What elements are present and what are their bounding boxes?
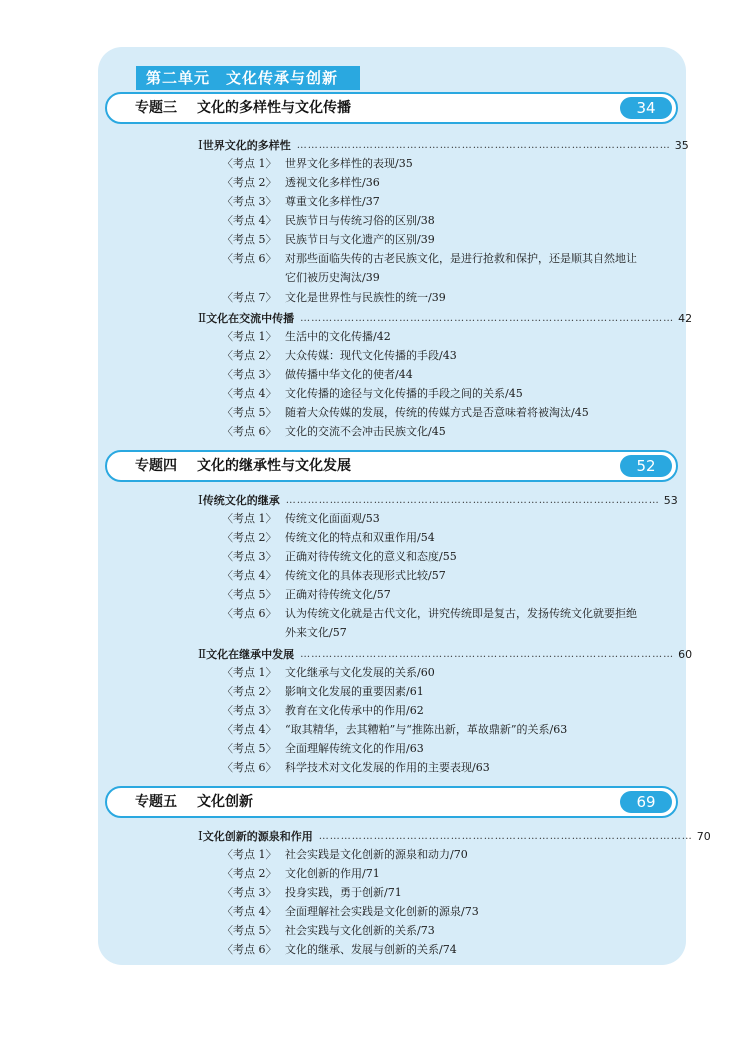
list-item[interactable] [222,548,642,567]
item-label: 〈考点 2〉 [222,176,277,189]
topic-number: 专题五 [135,794,177,810]
list-item[interactable] [222,846,642,865]
item-text: 世界文化多样性的表现/35 [285,157,413,170]
item-text: 正确对待传统文化的意义和态度/55 [285,550,457,563]
item-text: 文化的继承、发展与创新的关系/74 [285,943,457,956]
item-text: 文化的交流不会冲击民族文化/45 [285,425,446,438]
item-text: 全面理解社会实践是文化创新的源泉/73 [285,905,479,918]
list-item[interactable] [222,250,642,287]
item-text: 正确对待传统文化/57 [285,588,391,601]
item-text: 传统文化的具体表现形式比较/57 [285,569,446,582]
list-item[interactable] [222,586,642,605]
item-label: 〈考点 4〉 [222,905,277,918]
list-item[interactable] [222,884,642,903]
section-title: 文化在继承中发展 [206,648,295,661]
item-text: 透视文化多样性/36 [285,176,380,189]
item-label: 〈考点 2〉 [222,867,277,880]
list-item[interactable] [222,865,642,884]
topic-bar-4[interactable] [105,450,678,482]
topic-number: 专题三 [135,100,177,116]
topic-page-badge: 69 [620,791,672,813]
list-item[interactable] [222,664,642,683]
list-item[interactable] [222,404,642,423]
unit-title: 第二单元 文化传承与创新 [136,66,360,90]
section-number: Ⅰ [198,138,203,152]
section-number: Ⅰ [198,829,203,843]
topic-heading [135,94,351,122]
item-text: 民族节日与文化遗产的区别/39 [285,233,435,246]
item-label: 〈考点 5〉 [222,742,277,755]
item-label: 〈考点 3〉 [222,886,277,899]
topic-bar-3[interactable] [105,92,678,124]
item-label: 〈考点 6〉 [222,252,277,265]
item-label: 〈考点 1〉 [222,512,277,525]
item-label: 〈考点 4〉 [222,569,277,582]
item-label: 〈考点 3〉 [222,550,277,563]
item-text: 文化传播的途径与文化传播的手段之间的关系/45 [285,387,523,400]
section-row[interactable] [198,136,689,154]
topic-number: 专题四 [135,458,177,474]
item-label: 〈考点 1〉 [222,330,277,343]
list-item[interactable] [222,328,642,347]
dot-leader: ………………………………………………………………………………………… [318,830,693,842]
list-item[interactable] [222,174,642,193]
item-label: 〈考点 6〉 [222,943,277,956]
section-row[interactable] [198,491,678,509]
item-text: 影响文化发展的重要因素/61 [285,685,424,698]
list-item[interactable] [222,385,642,404]
item-label: 〈考点 6〉 [222,761,277,774]
item-text: 对那些面临失传的古老民族文化，是进行抢救和保护，还是顺其自然地让它们被历史淘汰/39 [285,252,637,284]
item-label: 〈考点 3〉 [222,368,277,381]
item-label: 〈考点 2〉 [222,349,277,362]
topic-page-badge: 52 [620,455,672,477]
item-text: 文化创新的作用/71 [285,867,380,880]
item-label: 〈考点 6〉 [222,425,277,438]
section-page: 60 [678,647,693,661]
list-item[interactable] [222,212,642,231]
item-text: 随着大众传媒的发展，传统的传媒方式是否意味着将被淘汰/45 [285,406,589,419]
topic-bar-5[interactable] [105,786,678,818]
item-label: 〈考点 2〉 [222,685,277,698]
item-label: 〈考点 1〉 [222,666,277,679]
item-text: 生活中的文化传播/42 [285,330,391,343]
list-item[interactable] [222,567,642,586]
item-text: 传统文化的特点和双重作用/54 [285,531,435,544]
list-item[interactable] [222,529,642,548]
item-label: 〈考点 7〉 [222,291,277,304]
item-label: 〈考点 4〉 [222,214,277,227]
item-text: 全面理解传统文化的作用/63 [285,742,424,755]
item-label: 〈考点 2〉 [222,531,277,544]
section-title: 文化创新的源泉和作用 [202,830,313,843]
section-title: 世界文化的多样性 [202,139,291,152]
item-label: 〈考点 5〉 [222,406,277,419]
item-text: 认为传统文化就是古代文化，讲究传统即是复古，发扬传统文化就要拒绝外来文化/57 [285,607,637,639]
item-label: 〈考点 5〉 [222,233,277,246]
item-text: “取其精华，去其糟粕”与“推陈出新，革故鼎新”的关系/63 [285,723,568,736]
list-item[interactable] [222,347,642,366]
dot-leader: ………………………………………………………………………………………… [300,312,675,324]
item-text: 文化继承与文化发展的关系/60 [285,666,435,679]
list-item[interactable] [222,289,642,308]
item-text: 教育在文化传承中的作用/62 [285,704,424,717]
item-text: 民族节日与传统习俗的区别/38 [285,214,435,227]
item-label: 〈考点 3〉 [222,704,277,717]
list-item[interactable] [222,423,642,442]
list-item[interactable] [222,193,642,212]
item-text: 传统文化面面观/53 [285,512,380,525]
section-page: 53 [663,493,678,507]
topic-heading [135,788,253,816]
item-label: 〈考点 4〉 [222,723,277,736]
item-label: 〈考点 4〉 [222,387,277,400]
list-item[interactable] [222,941,642,960]
section-page: 70 [696,829,711,843]
section-page: 35 [674,138,689,152]
list-item[interactable] [222,721,642,740]
section-row[interactable] [198,309,693,327]
topic-title: 文化创新 [197,794,253,810]
item-text: 社会实践是文化创新的源泉和动力/70 [285,848,468,861]
item-text: 科学技术对文化发展的作用的主要表现/63 [285,761,490,774]
item-text: 文化是世界性与民族性的统一/39 [285,291,446,304]
item-label: 〈考点 1〉 [222,848,277,861]
dot-leader: ………………………………………………………………………………………… [285,494,660,506]
section-title: 传统文化的继承 [202,494,280,507]
list-item[interactable] [222,740,642,759]
list-item[interactable] [222,683,642,702]
list-item[interactable] [222,510,642,529]
item-text: 大众传媒：现代文化传播的手段/43 [285,349,457,362]
list-item[interactable] [222,702,642,721]
dot-leader: ………………………………………………………………………………………… [300,648,675,660]
item-text: 社会实践与文化创新的关系/73 [285,924,435,937]
item-text: 投身实践，勇于创新/71 [285,886,402,899]
topic-page-badge: 34 [620,97,672,119]
topic-title: 文化的继承性与文化发展 [197,458,351,474]
section-number: Ⅱ [198,311,207,325]
item-text: 尊重文化多样性/37 [285,195,380,208]
list-item[interactable] [222,903,642,922]
section-number: Ⅰ [198,493,203,507]
item-text: 做传播中华文化的使者/44 [285,368,413,381]
item-label: 〈考点 3〉 [222,195,277,208]
item-label: 〈考点 5〉 [222,924,277,937]
list-item[interactable] [222,759,642,778]
section-page: 42 [678,311,693,325]
section-row[interactable] [198,645,693,663]
section-title: 文化在交流中传播 [206,312,295,325]
list-item[interactable] [222,231,642,250]
item-label: 〈考点 1〉 [222,157,277,170]
section-row[interactable] [198,827,711,845]
list-item[interactable] [222,922,642,941]
section-number: Ⅱ [198,647,207,661]
item-label: 〈考点 5〉 [222,588,277,601]
list-item[interactable] [222,366,642,385]
dot-leader: ………………………………………………………………………………………… [296,139,671,151]
topic-title: 文化的多样性与文化传播 [197,100,351,116]
list-item[interactable] [222,155,642,174]
item-label: 〈考点 6〉 [222,607,277,620]
topic-heading [135,452,351,480]
list-item[interactable] [222,605,642,642]
